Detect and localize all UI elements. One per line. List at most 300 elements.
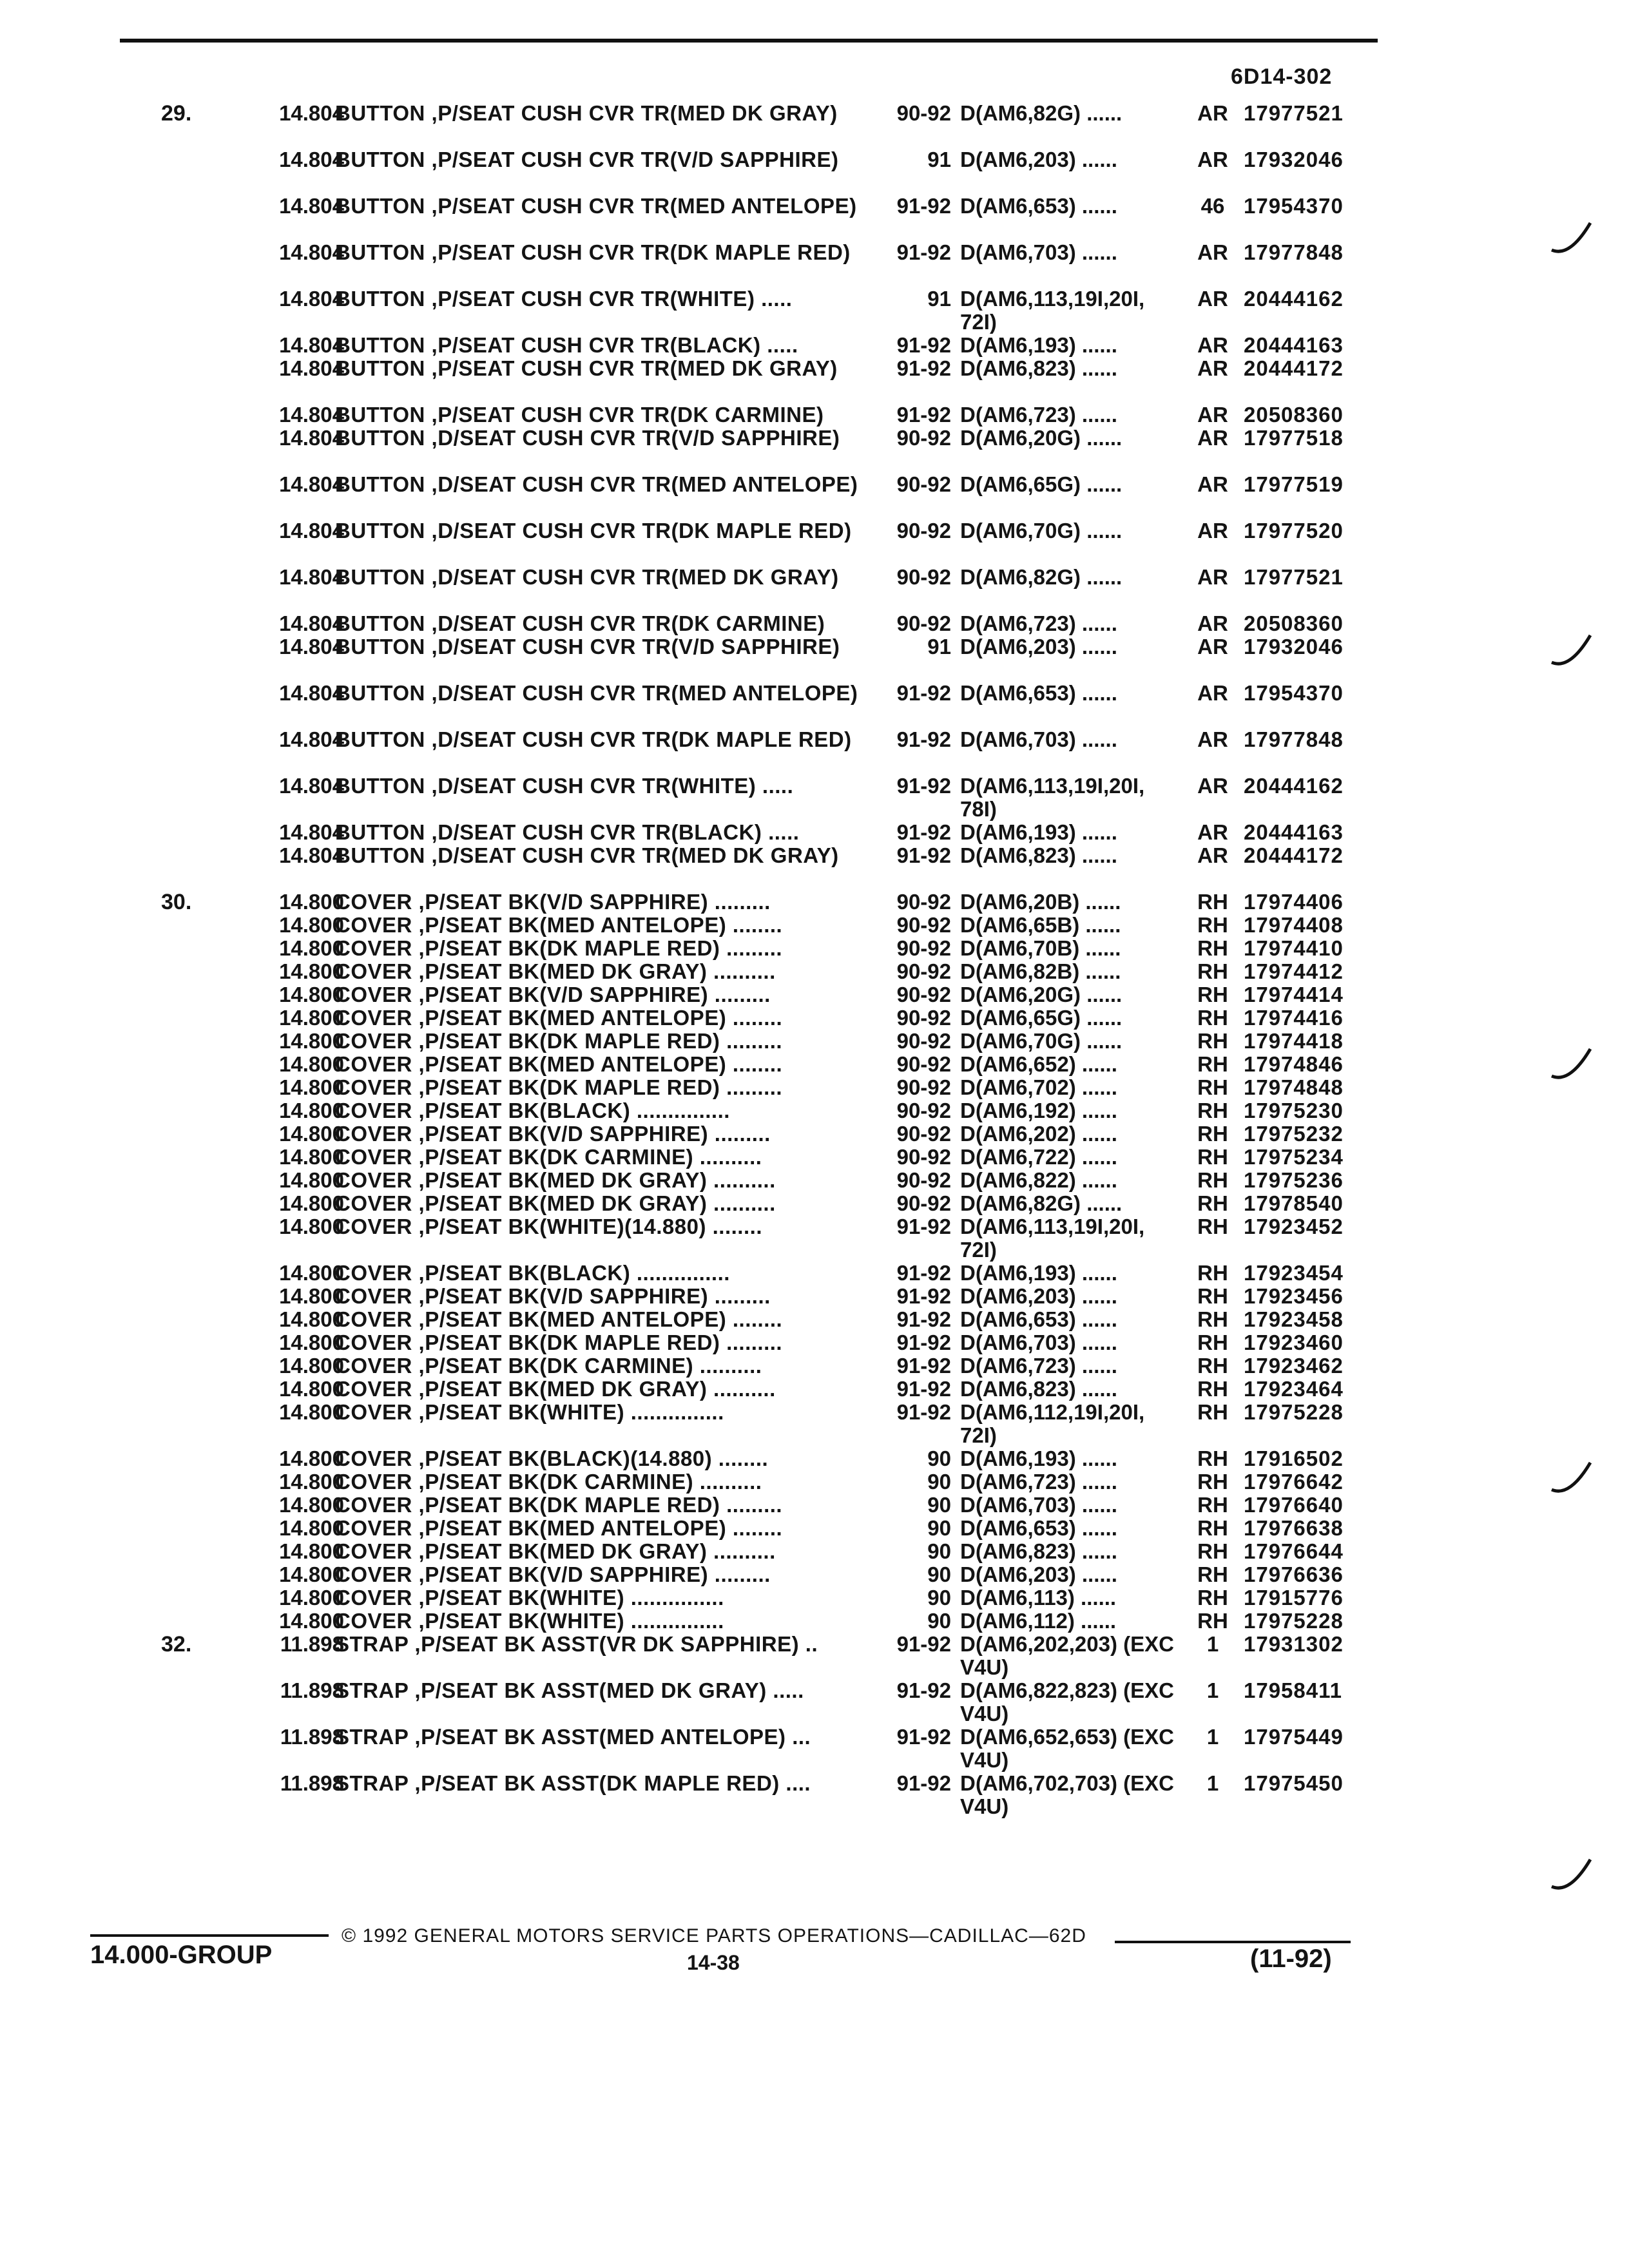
part-description: BUTTON ,P/SEAT CUSH CVR TR(BLACK) .....: [335, 333, 798, 357]
quantity: AR: [1197, 820, 1228, 844]
part-description: STRAP ,P/SEAT BK ASST(DK MAPLE RED) ....: [335, 1771, 811, 1795]
part-number: 17976638: [1244, 1516, 1344, 1540]
part-description: COVER ,P/SEAT BK(MED ANTELOPE) ........: [335, 1006, 783, 1030]
table-row: [0, 1192, 1629, 1215]
application: D(AM6,202) ......: [960, 1122, 1117, 1146]
table-row: [0, 983, 1629, 1006]
part-description: BUTTON ,P/SEAT CUSH CVR TR(MED DK GRAY): [335, 101, 838, 125]
model-years: 91-92: [896, 1284, 951, 1308]
part-number: 17975230: [1244, 1099, 1344, 1122]
model-years: 90-92: [896, 1122, 951, 1146]
quantity: RH: [1197, 1400, 1228, 1424]
quantity: RH: [1197, 1006, 1228, 1030]
part-number: 17932046: [1244, 635, 1344, 658]
model-years: 91-92: [896, 1261, 951, 1285]
part-number: 17932046: [1244, 148, 1344, 171]
part-number: 17976644: [1244, 1539, 1344, 1563]
footer-copyright: © 1992 GENERAL MOTORS SERVICE PARTS OPERATIONS—CADILLAC—62D: [342, 1925, 1086, 1946]
table-row: [0, 1378, 1629, 1401]
group-number: 14.804: [279, 472, 344, 496]
table-row: [0, 1262, 1629, 1285]
group-number: 14.804: [279, 194, 344, 218]
model-years: 90-92: [896, 101, 951, 125]
model-years: 91-92: [896, 240, 951, 264]
quantity: RH: [1197, 1539, 1228, 1563]
group-number: 14.800: [279, 1052, 344, 1076]
table-row: [0, 1354, 1629, 1378]
application: D(AM6,65G) ......: [960, 472, 1123, 496]
application: D(AM6,82B) ......: [960, 959, 1121, 983]
application: D(AM6,703) ......: [960, 1493, 1117, 1517]
group-number: 14.804: [279, 148, 344, 171]
model-years: 91-92: [896, 820, 951, 844]
model-years: 91-92: [896, 843, 951, 867]
application: D(AM6,703) ......: [960, 727, 1117, 751]
part-number: 17975232: [1244, 1122, 1344, 1146]
application: D(AM6,82G) ......: [960, 565, 1123, 589]
part-description: COVER ,P/SEAT BK(MED ANTELOPE) ........: [335, 1516, 783, 1540]
quantity: RH: [1197, 1029, 1228, 1053]
check-mark-icon: [1550, 1856, 1595, 1894]
application: D(AM6,823) ......: [960, 1377, 1117, 1401]
part-description: BUTTON ,D/SEAT CUSH CVR TR(DK MAPLE RED): [335, 519, 852, 543]
table-row: [0, 937, 1629, 960]
model-years: 91: [927, 287, 951, 311]
model-years: 90-92: [896, 611, 951, 635]
model-years: 90-92: [896, 1075, 951, 1099]
part-description: STRAP ,P/SEAT BK ASST(VR DK SAPPHIRE) ..: [335, 1632, 818, 1656]
group-number: 14.800: [279, 1191, 344, 1215]
table-row: [0, 1633, 1629, 1679]
part-number: 17923460: [1244, 1331, 1344, 1354]
model-years: 90-92: [896, 1145, 951, 1169]
model-years: 90: [927, 1586, 951, 1610]
table-row: [0, 1679, 1629, 1725]
model-years: 91-92: [896, 1678, 951, 1702]
quantity: 46: [1200, 194, 1225, 218]
application: D(AM6,703) ......: [960, 1331, 1117, 1354]
part-description: COVER ,P/SEAT BK(BLACK) ...............: [335, 1099, 730, 1122]
application: D(AM6,193) ......: [960, 820, 1117, 844]
part-number: 17977519: [1244, 472, 1344, 496]
application: D(AM6,653) ......: [960, 194, 1117, 218]
table-row: [0, 334, 1629, 357]
part-number: 20444172: [1244, 356, 1344, 380]
application: D(AM6,653) ......: [960, 1307, 1117, 1331]
table-row: [0, 1563, 1629, 1586]
quantity: AR: [1197, 727, 1228, 751]
group-number: 14.800: [279, 890, 344, 914]
table-row: [0, 102, 1629, 148]
group-number: 11.898: [280, 1678, 344, 1702]
table-row: [0, 1772, 1629, 1818]
part-description: COVER ,P/SEAT BK(WHITE) ...............: [335, 1586, 724, 1610]
group-number: 14.804: [279, 356, 344, 380]
table-row: [0, 1122, 1629, 1146]
part-number: 17915776: [1244, 1586, 1344, 1610]
application: D(AM6,82G) ......: [960, 1191, 1123, 1215]
table-row: [0, 566, 1629, 612]
application: D(AM6,823) ......: [960, 843, 1117, 867]
quantity: RH: [1197, 1145, 1228, 1169]
ref-number: 32.: [161, 1632, 192, 1657]
group-number: 14.800: [279, 1284, 344, 1308]
application: D(AM6,653) ......: [960, 681, 1117, 705]
model-years: 90-92: [896, 983, 951, 1006]
part-description: BUTTON ,D/SEAT CUSH CVR TR(BLACK) .....: [335, 820, 800, 844]
part-description: BUTTON ,P/SEAT CUSH CVR TR(MED ANTELOPE): [335, 194, 857, 218]
ref-number: 30.: [161, 890, 192, 914]
application: D(AM6,722) ......: [960, 1145, 1117, 1169]
table-row: [0, 1053, 1629, 1076]
group-number: 14.800: [279, 1562, 344, 1586]
table-row: [0, 728, 1629, 774]
application: D(AM6,203) ......: [960, 1562, 1117, 1586]
part-number: 17923456: [1244, 1284, 1344, 1308]
part-description: COVER ,P/SEAT BK(V/D SAPPHIRE) .........: [335, 983, 771, 1006]
part-description: COVER ,P/SEAT BK(V/D SAPPHIRE) .........: [335, 1562, 771, 1586]
application: D(AM6,65G) ......: [960, 1006, 1123, 1030]
quantity: 1: [1206, 1771, 1219, 1795]
table-row: [0, 844, 1629, 890]
part-description: BUTTON ,D/SEAT CUSH CVR TR(MED DK GRAY): [335, 565, 839, 589]
quantity: RH: [1197, 1099, 1228, 1122]
quantity: RH: [1197, 1562, 1228, 1586]
part-description: COVER ,P/SEAT BK(MED ANTELOPE) ........: [335, 1307, 783, 1331]
page-code: 6D14-302: [1231, 64, 1333, 89]
top-rule: [120, 39, 1378, 43]
part-number: 17923464: [1244, 1377, 1344, 1401]
table-row: [0, 1610, 1629, 1633]
quantity: AR: [1197, 287, 1228, 311]
model-years: 90-92: [896, 426, 951, 450]
group-number: 14.804: [279, 727, 344, 751]
group-number: 14.800: [279, 983, 344, 1006]
table-row: [0, 682, 1629, 728]
group-number: 14.804: [279, 681, 344, 705]
table-row: [0, 1494, 1629, 1517]
model-years: 90-92: [896, 472, 951, 496]
part-number: 17977520: [1244, 519, 1344, 543]
table-row: [0, 1470, 1629, 1494]
part-number: 17976642: [1244, 1470, 1344, 1494]
group-number: 14.800: [279, 1331, 344, 1354]
model-years: 90-92: [896, 936, 951, 960]
part-description: COVER ,P/SEAT BK(V/D SAPPHIRE) .........: [335, 1122, 771, 1146]
model-years: 91-92: [896, 333, 951, 357]
group-number: 14.800: [279, 1539, 344, 1563]
table-row: [0, 612, 1629, 635]
table-row: [0, 1215, 1629, 1262]
application: D(AM6,193) ......: [960, 1261, 1117, 1285]
model-years: 90-92: [896, 1168, 951, 1192]
model-years: 91-92: [896, 774, 951, 798]
part-description: BUTTON ,D/SEAT CUSH CVR TR(V/D SAPPHIRE): [335, 426, 840, 450]
part-description: COVER ,P/SEAT BK(WHITE) ...............: [335, 1400, 724, 1424]
model-years: 90: [927, 1446, 951, 1470]
group-number: 14.800: [279, 1609, 344, 1633]
quantity: RH: [1197, 1191, 1228, 1215]
model-years: 90-92: [896, 890, 951, 914]
quantity: AR: [1197, 774, 1228, 798]
part-number: 17974412: [1244, 959, 1344, 983]
part-description: COVER ,P/SEAT BK(DK CARMINE) ..........: [335, 1354, 762, 1378]
group-number: 14.800: [279, 1168, 344, 1192]
table-row: [0, 1401, 1629, 1447]
part-description: COVER ,P/SEAT BK(DK CARMINE) ..........: [335, 1470, 762, 1494]
group-number: 14.804: [279, 774, 344, 798]
part-number: 17916502: [1244, 1446, 1344, 1470]
application: D(AM6,20G) ......: [960, 426, 1123, 450]
model-years: 91-92: [896, 1215, 951, 1238]
part-number: 17974410: [1244, 936, 1344, 960]
group-number: 14.800: [279, 1099, 344, 1122]
part-number: 17954370: [1244, 681, 1344, 705]
quantity: AR: [1197, 356, 1228, 380]
group-number: 14.804: [279, 519, 344, 543]
group-number: 14.800: [279, 1516, 344, 1540]
part-description: COVER ,P/SEAT BK(DK MAPLE RED) .........: [335, 1331, 783, 1354]
part-number: 17975228: [1244, 1400, 1344, 1424]
quantity: AR: [1197, 843, 1228, 867]
model-years: 90-92: [896, 1029, 951, 1053]
application: D(AM6,112,19I,20I, 72I): [960, 1400, 1145, 1447]
quantity: RH: [1197, 1377, 1228, 1401]
part-number: 17954370: [1244, 194, 1344, 218]
model-years: 90: [927, 1516, 951, 1540]
part-number: 17974414: [1244, 983, 1344, 1006]
application: D(AM6,203) ......: [960, 635, 1117, 658]
group-number: 11.898: [280, 1771, 344, 1795]
group-number: 14.804: [279, 240, 344, 264]
application: D(AM6,65B) ......: [960, 913, 1121, 937]
application: D(AM6,653) ......: [960, 1516, 1117, 1540]
table-row: [0, 1006, 1629, 1030]
group-number: 14.804: [279, 333, 344, 357]
part-number: 17974848: [1244, 1075, 1344, 1099]
table-row: [0, 914, 1629, 937]
table-row: [0, 1285, 1629, 1308]
quantity: AR: [1197, 148, 1228, 171]
group-number: 14.804: [279, 820, 344, 844]
application: D(AM6,823) ......: [960, 1539, 1117, 1563]
model-years: 90: [927, 1562, 951, 1586]
model-years: 91-92: [896, 403, 951, 427]
part-number: 17974416: [1244, 1006, 1344, 1030]
table-row: [0, 195, 1629, 241]
quantity: RH: [1197, 1122, 1228, 1146]
group-number: 14.800: [279, 1307, 344, 1331]
check-mark-icon: [1550, 219, 1595, 258]
ref-number: 29.: [161, 101, 192, 126]
model-years: 90: [927, 1539, 951, 1563]
part-description: COVER ,P/SEAT BK(BLACK)(14.880) ........: [335, 1446, 769, 1470]
group-number: 11.898: [280, 1632, 344, 1656]
quantity: RH: [1197, 1516, 1228, 1540]
group-number: 14.800: [279, 1145, 344, 1169]
quantity: RH: [1197, 983, 1228, 1006]
check-mark-icon: [1550, 631, 1595, 670]
table-row: [0, 473, 1629, 519]
quantity: RH: [1197, 1446, 1228, 1470]
part-description: BUTTON ,D/SEAT CUSH CVR TR(MED ANTELOPE): [335, 681, 858, 705]
part-description: BUTTON ,D/SEAT CUSH CVR TR(DK CARMINE): [335, 611, 825, 635]
table-row: [0, 1331, 1629, 1354]
application: D(AM6,20G) ......: [960, 983, 1123, 1006]
table-row: [0, 148, 1629, 195]
quantity: AR: [1197, 101, 1228, 125]
application: D(AM6,703) ......: [960, 240, 1117, 264]
application: D(AM6,70B) ......: [960, 936, 1121, 960]
group-number: 14.800: [279, 1075, 344, 1099]
group-number: 14.800: [279, 1261, 344, 1285]
quantity: RH: [1197, 1307, 1228, 1331]
part-description: COVER ,P/SEAT BK(MED DK GRAY) ..........: [335, 1168, 776, 1192]
quantity: RH: [1197, 1052, 1228, 1076]
model-years: 90-92: [896, 1099, 951, 1122]
table-row: [0, 1169, 1629, 1192]
part-description: STRAP ,P/SEAT BK ASST(MED ANTELOPE) ...: [335, 1725, 811, 1749]
part-description: STRAP ,P/SEAT BK ASST(MED DK GRAY) .....: [335, 1678, 804, 1702]
model-years: 90-92: [896, 519, 951, 543]
part-number: 17931302: [1244, 1632, 1344, 1656]
quantity: AR: [1197, 681, 1228, 705]
part-description: COVER ,P/SEAT BK(MED DK GRAY) ..........: [335, 959, 776, 983]
table-row: [0, 519, 1629, 566]
footer-rule-left: [90, 1934, 329, 1937]
part-number: 17974846: [1244, 1052, 1344, 1076]
quantity: RH: [1197, 1215, 1228, 1238]
quantity: AR: [1197, 240, 1228, 264]
table-row: [0, 1099, 1629, 1122]
part-number: 17958411: [1244, 1678, 1343, 1702]
quantity: RH: [1197, 1284, 1228, 1308]
model-years: 90: [927, 1470, 951, 1494]
part-number: 17923458: [1244, 1307, 1344, 1331]
model-years: 91-92: [896, 1400, 951, 1424]
quantity: AR: [1197, 611, 1228, 635]
part-description: BUTTON ,P/SEAT CUSH CVR TR(V/D SAPPHIRE): [335, 148, 839, 171]
application: D(AM6,113,19I,20I, 78I): [960, 774, 1145, 821]
table-row: [0, 821, 1629, 844]
application: D(AM6,652) ......: [960, 1052, 1117, 1076]
group-number: 14.804: [279, 843, 344, 867]
part-number: 17976640: [1244, 1493, 1344, 1517]
application: D(AM6,702) ......: [960, 1075, 1117, 1099]
model-years: 91-92: [896, 1377, 951, 1401]
part-description: BUTTON ,P/SEAT CUSH CVR TR(DK CARMINE): [335, 403, 824, 427]
model-years: 91: [927, 148, 951, 171]
part-number: 17977518: [1244, 426, 1344, 450]
quantity: AR: [1197, 519, 1228, 543]
part-description: COVER ,P/SEAT BK(V/D SAPPHIRE) .........: [335, 1284, 771, 1308]
group-number: 14.804: [279, 426, 344, 450]
part-number: 17977521: [1244, 101, 1344, 125]
part-number: 17976636: [1244, 1562, 1344, 1586]
footer-rule-right: [1115, 1941, 1351, 1943]
application: D(AM6,82G) ......: [960, 101, 1123, 125]
group-number: 14.800: [279, 959, 344, 983]
footer-date: (11-92): [1250, 1945, 1332, 1973]
part-number: 20444172: [1244, 843, 1344, 867]
quantity: RH: [1197, 1261, 1228, 1285]
part-number: 17975449: [1244, 1725, 1344, 1749]
application: D(AM6,702,703) (EXC V4U): [960, 1771, 1174, 1818]
group-number: 14.804: [279, 287, 344, 311]
quantity: 1: [1206, 1632, 1219, 1656]
application: D(AM6,723) ......: [960, 1354, 1117, 1378]
application: D(AM6,823) ......: [960, 356, 1117, 380]
part-number: 17974406: [1244, 890, 1344, 914]
group-number: 14.800: [279, 1029, 344, 1053]
table-row: [0, 774, 1629, 821]
part-number: 17977848: [1244, 727, 1344, 751]
part-description: COVER ,P/SEAT BK(WHITE)(14.880) ........: [335, 1215, 762, 1238]
part-description: BUTTON ,P/SEAT CUSH CVR TR(DK MAPLE RED): [335, 240, 851, 264]
part-description: BUTTON ,D/SEAT CUSH CVR TR(DK MAPLE RED): [335, 727, 852, 751]
part-description: COVER ,P/SEAT BK(DK CARMINE) ..........: [335, 1145, 762, 1169]
model-years: 91: [927, 635, 951, 658]
model-years: 91-92: [896, 1771, 951, 1795]
group-number: 14.800: [279, 1354, 344, 1378]
application: D(AM6,70G) ......: [960, 1029, 1123, 1053]
part-number: 17977848: [1244, 240, 1344, 264]
quantity: AR: [1197, 565, 1228, 589]
quantity: AR: [1197, 472, 1228, 496]
part-number: 20508360: [1244, 403, 1344, 427]
model-years: 90: [927, 1609, 951, 1633]
model-years: 91-92: [896, 1725, 951, 1749]
part-number: 17923452: [1244, 1215, 1344, 1238]
application: D(AM6,723) ......: [960, 1470, 1117, 1494]
table-row: [0, 1308, 1629, 1331]
part-number: 20444162: [1244, 287, 1344, 311]
part-description: BUTTON ,D/SEAT CUSH CVR TR(MED ANTELOPE): [335, 472, 858, 496]
part-number: 17974408: [1244, 913, 1344, 937]
check-mark-icon: [1550, 1045, 1595, 1084]
part-number: 20444163: [1244, 333, 1344, 357]
group-number: 11.898: [280, 1725, 344, 1749]
application: D(AM6,822,823) (EXC V4U): [960, 1678, 1174, 1725]
part-number: 20508360: [1244, 611, 1344, 635]
part-number: 17975234: [1244, 1145, 1344, 1169]
group-number: 14.804: [279, 611, 344, 635]
table-row: [0, 1076, 1629, 1099]
model-years: 90-92: [896, 1006, 951, 1030]
check-mark-icon: [1550, 1459, 1595, 1497]
table-row: [0, 1725, 1629, 1772]
model-years: 91-92: [896, 1632, 951, 1656]
part-description: COVER ,P/SEAT BK(DK MAPLE RED) .........: [335, 1029, 783, 1053]
group-number: 14.800: [279, 1215, 344, 1238]
part-description: COVER ,P/SEAT BK(MED ANTELOPE) ........: [335, 913, 783, 937]
group-number: 14.804: [279, 635, 344, 658]
part-number: 20444163: [1244, 820, 1344, 844]
table-row: [0, 890, 1629, 914]
application: D(AM6,723) ......: [960, 611, 1117, 635]
quantity: RH: [1197, 936, 1228, 960]
application: D(AM6,723) ......: [960, 403, 1117, 427]
part-description: BUTTON ,D/SEAT CUSH CVR TR(MED DK GRAY): [335, 843, 839, 867]
part-number: 17975228: [1244, 1609, 1344, 1633]
part-number: 17975236: [1244, 1168, 1344, 1192]
table-row: [0, 427, 1629, 473]
quantity: RH: [1197, 1331, 1228, 1354]
quantity: AR: [1197, 426, 1228, 450]
model-years: 90-92: [896, 913, 951, 937]
application: D(AM6,202,203) (EXC V4U): [960, 1632, 1174, 1679]
application: D(AM6,203) ......: [960, 1284, 1117, 1308]
